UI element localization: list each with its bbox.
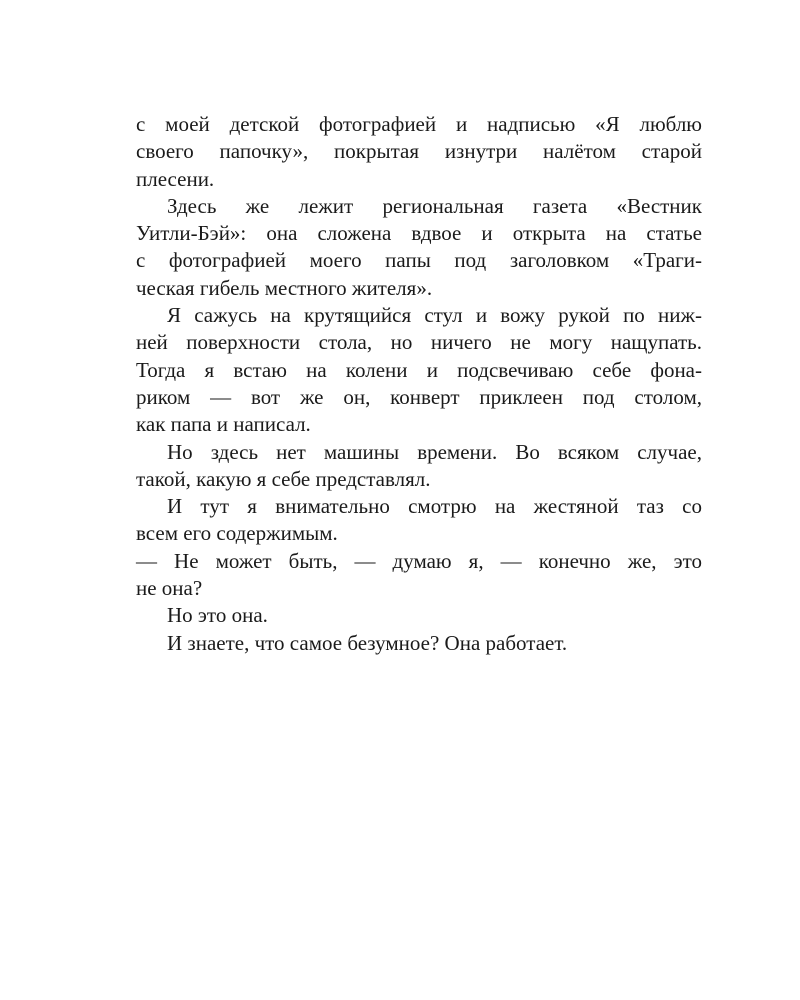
text-line: Уитли-Бэй»: она сложена вдвое и открыта на статье: [136, 221, 702, 246]
text-line: Я сажусь на крутящийся стул и вожу рукой по ниж-: [167, 303, 702, 328]
text-line: — Не может быть, — думаю я, — конечно же, это: [136, 548, 702, 573]
body-text: [136, 111, 702, 657]
text-line: с моей детской фотографией и надписью «Я люблю: [136, 112, 702, 136]
text-line: Но это она.: [167, 603, 268, 628]
text-line: с фотографией моего папы под заголовком «Траги-: [136, 248, 702, 273]
text-line: не она?: [136, 576, 203, 601]
text-line: такой, какую я себе представлял.: [136, 466, 431, 491]
text-line: плесени.: [136, 166, 215, 191]
text-line: всем его содержимым.: [136, 521, 338, 546]
text-line: своего папочку», покрытая изнутри налётом старой: [136, 139, 702, 164]
text-line: И знаете, что самое безумное? Она работает.: [167, 630, 568, 655]
text-line: И тут я внимательно смотрю на жестяной таз со: [167, 494, 702, 519]
text-line: Тогда я встаю на колени и подсвечиваю себе фона-: [136, 357, 702, 382]
text-line: как папа и написал.: [136, 412, 311, 437]
text-line: ней поверхности стола, но ничего не могу нащупать.: [136, 330, 702, 355]
text-line: Здесь же лежит региональная газета «Вестник: [167, 193, 702, 218]
text-line: Но здесь нет машины времени. Во всяком случае,: [167, 439, 702, 464]
text-line: ческая гибель местного жителя».: [136, 275, 433, 300]
text-line: риком — вот же он, конверт приклеен под столом,: [136, 384, 702, 409]
